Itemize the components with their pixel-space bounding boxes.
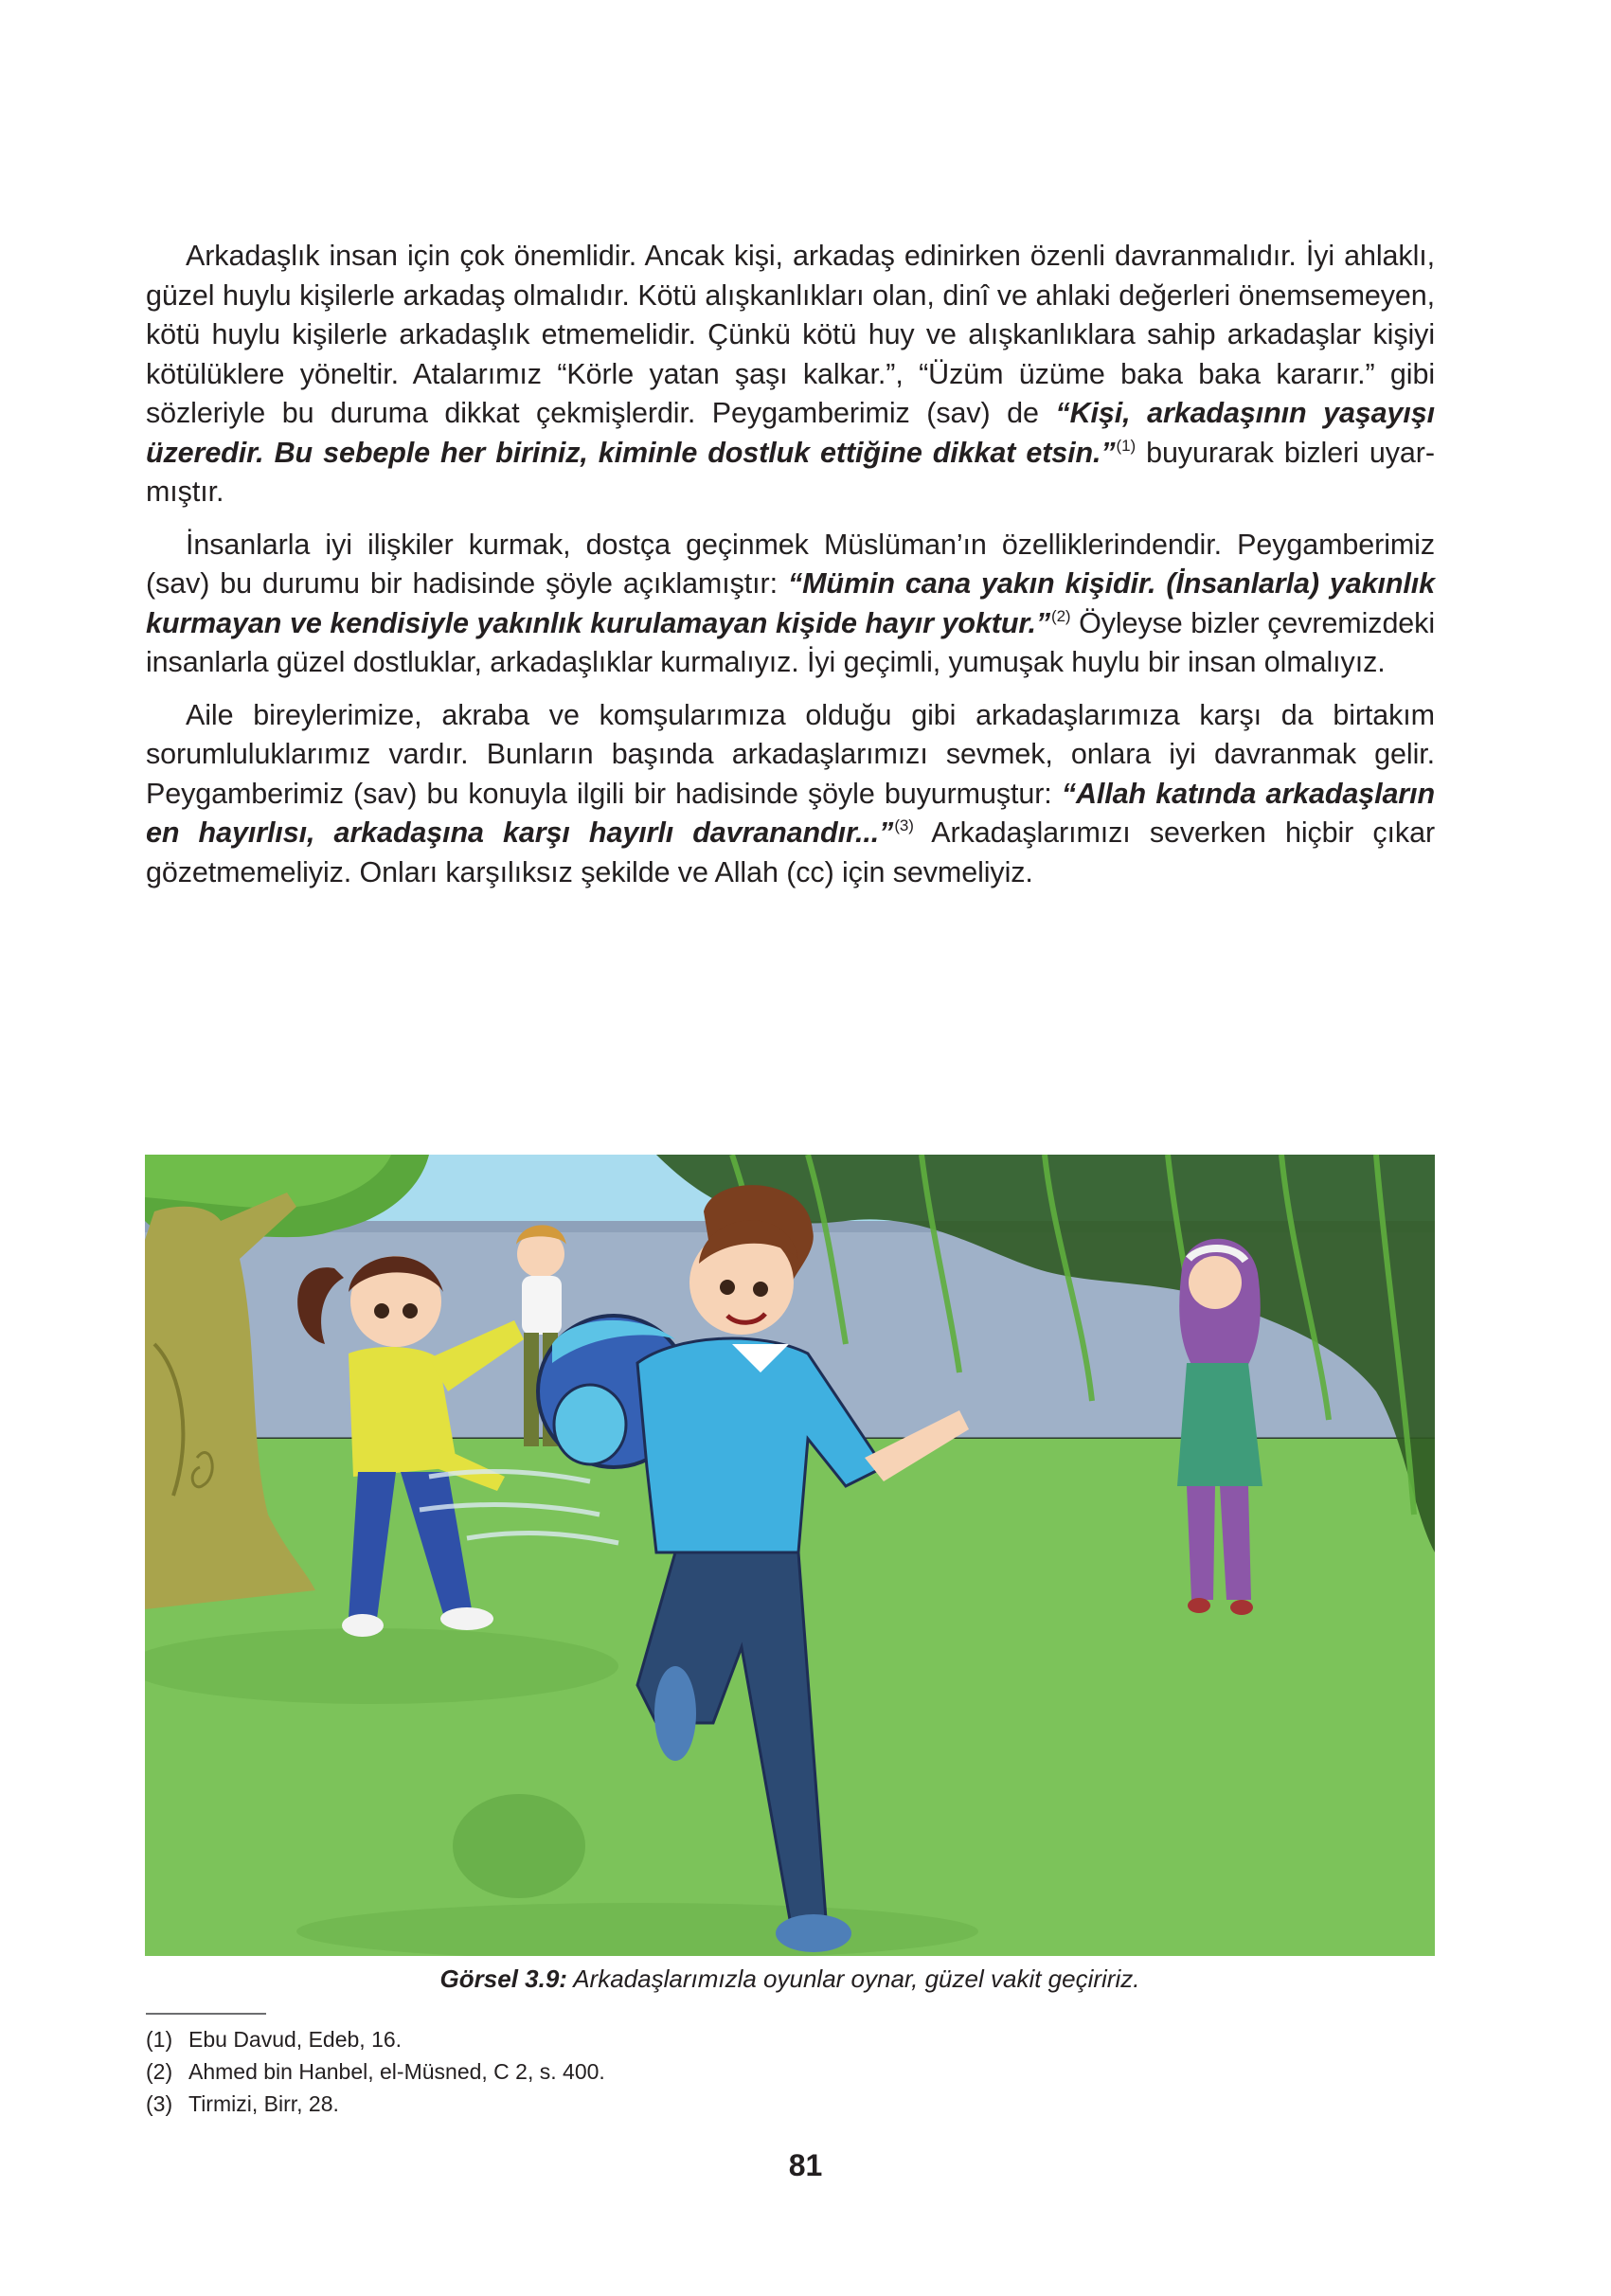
paragraph-text: Arkadaşlarımızı severken hiçbir çıkar gözetmemeliyiz. Onları karşılıksız şekilde ve Allah (cc) için sevmeliyiz. <box>146 816 1435 888</box>
figure-caption <box>145 1964 1435 1994</box>
footnote-item <box>146 2055 605 2088</box>
footnote-item <box>146 2023 605 2055</box>
footnote-text: Ahmed bin Hanbel, el-Müsned, C 2, s. 400. <box>188 2059 605 2084</box>
footnote-text: Tirmizi, Birr, 28. <box>188 2091 339 2116</box>
footnote-text: Ebu Davud, Edeb, 16. <box>188 2027 403 2052</box>
footnote-divider <box>146 2013 266 2015</box>
paragraph-relations <box>146 526 1435 683</box>
footnote-number: (1) <box>146 2027 173 2052</box>
paragraph-friendship <box>146 237 1435 512</box>
paragraph-text: buyurarak bizleri uyarmıştır. <box>146 436 1435 508</box>
paragraph-text: Öyleyse bizler çevremizdeki insanlarla güzel dostluklar, arkadaşlıklar kurmalıyız. İyi geçimli, yumuşak huylu bir insan olmalıyız. <box>146 606 1435 678</box>
footnotes <box>146 2023 605 2120</box>
footnote-ref[interactable]: (3) <box>894 816 914 834</box>
hadith-quote: “Mümin cana yakın kişidir. (İnsanlarla) yakınlık kurmayan ve kendisiyle yakınlık kurulamayan kişide hayır yoktur.” <box>146 567 1435 639</box>
paragraph-text: Arkadaşlık insan için çok önemlidir. Ancak kişi, arkadaş edinirken özenli davranmalıdır. İyi ahlaklı, güzel huylu kişilerle arkadaş olmalıdır. Kötü alışkanlıkları olan, dinî ve ahlaki değerleri önemsemeyen, kötü huylu kişilerle arkadaşlık etmemelidir. Çünkü kötü huy ve alışkanlıklara sahip arkadaşlar kişiyi kötülüklere yöneltir. Atalarımız “Körle yatan şaşı kalkar.”, “Üzüm üzüme baka baka kararır.” gibi sözleriyle bu duruma dikkat çekmişlerdir. Peygamberimiz (sav) de <box>146 240 1435 429</box>
footnote-ref[interactable]: (1) <box>1116 436 1137 455</box>
footnote-number: (2) <box>146 2059 173 2084</box>
paragraph-text: İnsanlarla iyi ilişkiler kurmak, dostça geçinmek Müslüman’ın özelliklerindendir. Peygamberimiz (sav) bu durumu bir hadisinde şöyle açıklamıştır: <box>146 528 1435 600</box>
footnote-ref[interactable]: (2) <box>1051 606 1071 625</box>
figure-label: Görsel 3.9: <box>439 1964 567 1993</box>
footnote-number: (3) <box>146 2091 173 2116</box>
paragraph-responsibilities <box>146 696 1435 893</box>
illustration-children-playing <box>145 1155 1435 1956</box>
hadith-quote: “Kişi, arkadaşının yaşayışı üzeredir. Bu sebeple her biriniz, kiminle dostluk ettiğine dikkat etsin.” <box>146 397 1436 469</box>
body-text <box>146 237 1435 906</box>
hadith-quote: “Allah katında arkadaşların en hayırlısı, arkadaşına karşı hayırlı davranandır...” <box>146 777 1435 849</box>
page-number: 81 <box>788 2148 823 2182</box>
footnote-item <box>146 2088 605 2120</box>
figure-caption-text: Arkadaşlarımızla oyunlar oynar, güzel vakit geçiririz. <box>566 1964 1140 1993</box>
paragraph-text: Aile bireylerimize, akraba ve komşularımıza olduğu gibi arkadaşlarımıza karşı da birtakım sorumluluklarımız vardır. Bunların başında arkadaşlarımızı sevmek, onlara iyi davranmak gelir. Peygamberimiz (sav) bu konuyla ilgili bir hadisinde şöyle buyurmuştur: <box>146 698 1435 810</box>
playground-scene-image <box>145 1155 1435 1956</box>
